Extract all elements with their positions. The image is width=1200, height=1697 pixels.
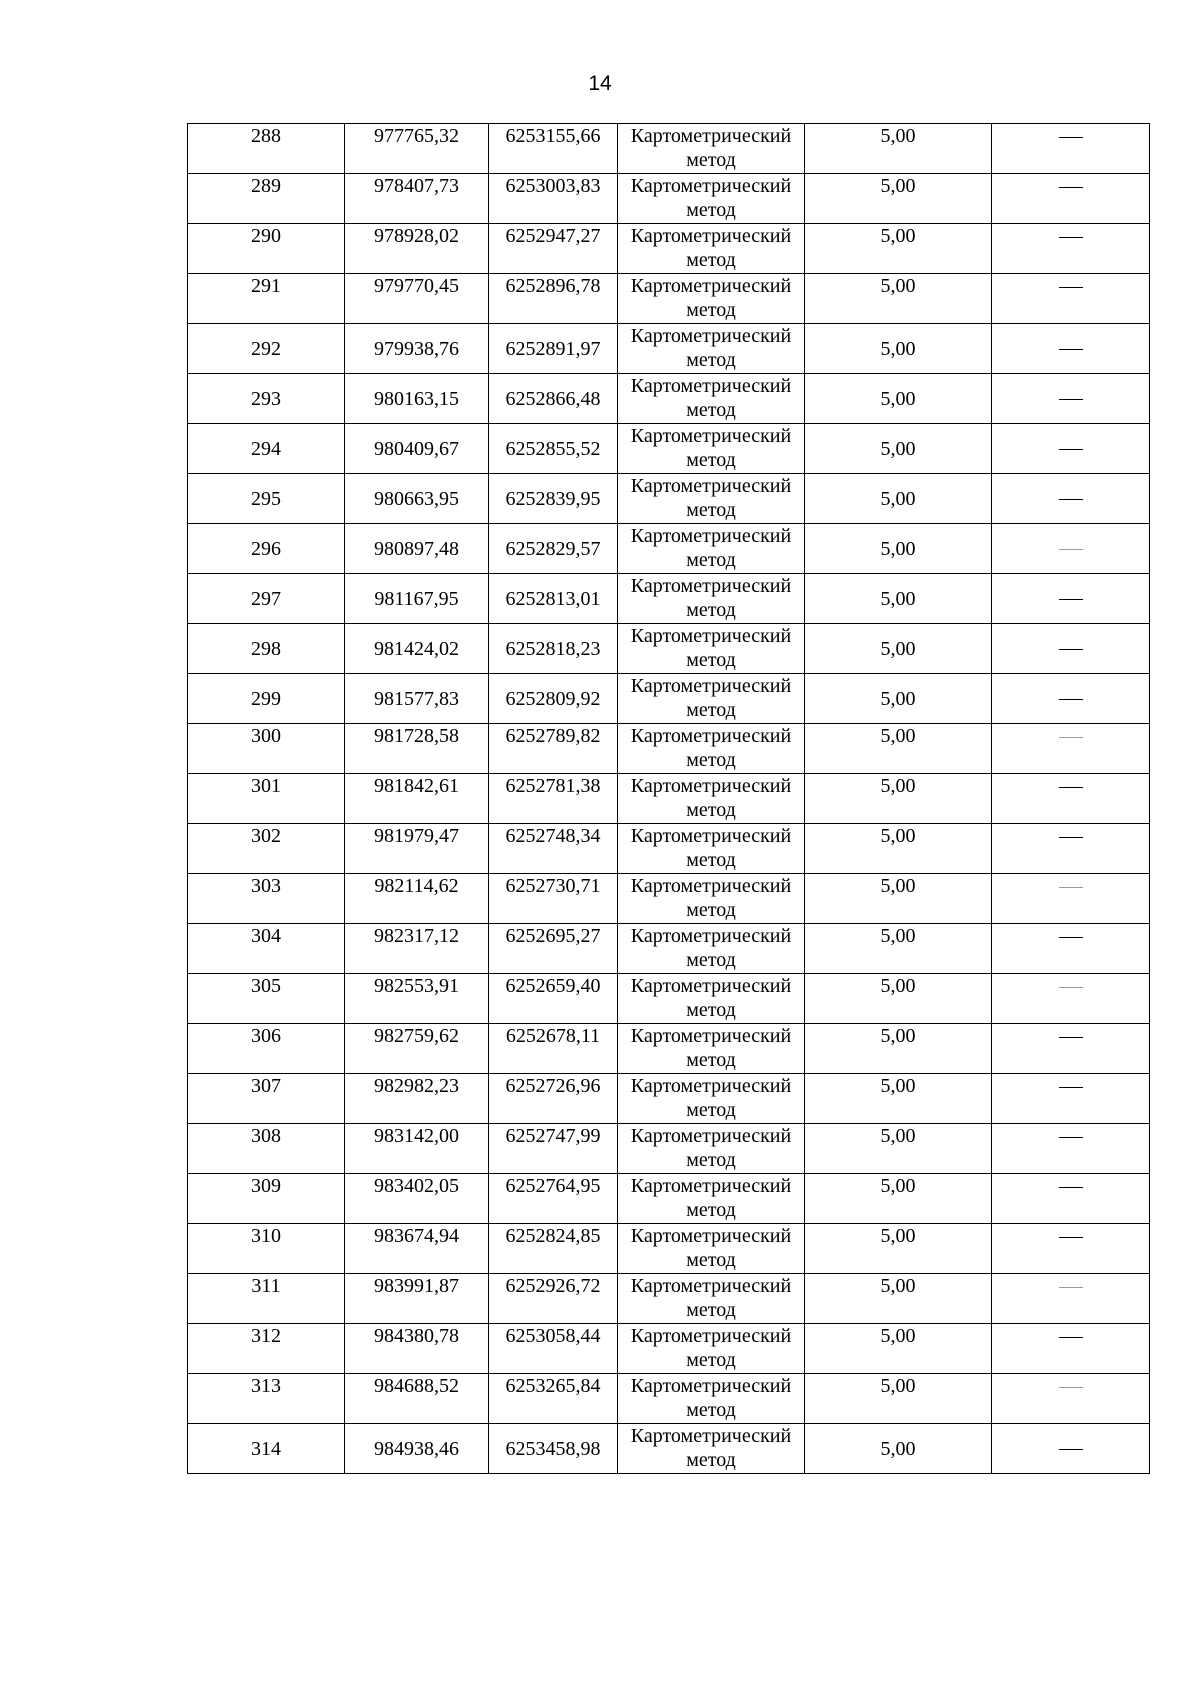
x-coordinate-cell: 980409,67 [345,424,489,474]
table-row [188,1174,1150,1224]
em-dash [1059,1387,1083,1388]
em-dash [1059,1449,1083,1450]
note-cell [992,274,1150,324]
error-cell: 5,00 [805,424,992,474]
x-coordinate-cell: 981424,02 [345,624,489,674]
note-cell [992,774,1150,824]
x-coordinate-cell: 979770,45 [345,274,489,324]
coordinates-table [187,123,1150,1474]
y-coordinate-cell: 6253058,44 [489,1324,618,1374]
note-cell [992,824,1150,874]
x-coordinate-cell: 981979,47 [345,824,489,874]
y-coordinate-cell: 6252789,82 [489,724,618,774]
table-row [188,1274,1150,1324]
point-number-cell: 309 [188,1174,345,1224]
error-cell: 5,00 [805,1274,992,1324]
method-cell: Картометрический метод [618,674,805,724]
y-coordinate-cell: 6252839,95 [489,474,618,524]
error-cell: 5,00 [805,1374,992,1424]
x-coordinate-cell: 982114,62 [345,874,489,924]
note-cell [992,674,1150,724]
x-coordinate-cell: 984380,78 [345,1324,489,1374]
method-cell: Картометрический метод [618,574,805,624]
table-row [188,1074,1150,1124]
point-number-cell: 313 [188,1374,345,1424]
y-coordinate-cell: 6252855,52 [489,424,618,474]
note-cell [992,624,1150,674]
note-cell [992,1374,1150,1424]
point-number-cell: 291 [188,274,345,324]
note-cell [992,174,1150,224]
x-coordinate-cell: 983142,00 [345,1124,489,1174]
error-cell: 5,00 [805,674,992,724]
x-coordinate-cell: 979938,76 [345,324,489,374]
point-number-cell: 308 [188,1124,345,1174]
x-coordinate-cell: 984688,52 [345,1374,489,1424]
x-coordinate-cell: 981728,58 [345,724,489,774]
point-number-cell: 300 [188,724,345,774]
method-cell: Картометрический метод [618,1274,805,1324]
note-cell [992,1124,1150,1174]
table-row [188,1374,1150,1424]
error-cell: 5,00 [805,724,992,774]
point-number-cell: 299 [188,674,345,724]
note-cell [992,1224,1150,1274]
y-coordinate-cell: 6252829,57 [489,524,618,574]
table-row [188,874,1150,924]
x-coordinate-cell: 977765,32 [345,124,489,174]
x-coordinate-cell: 980163,15 [345,374,489,424]
point-number-cell: 304 [188,924,345,974]
em-dash [1059,1137,1083,1138]
error-cell: 5,00 [805,524,992,574]
method-cell: Картометрический метод [618,774,805,824]
note-cell [992,574,1150,624]
em-dash [1059,737,1083,738]
y-coordinate-cell: 6253003,83 [489,174,618,224]
y-coordinate-cell: 6252748,34 [489,824,618,874]
x-coordinate-cell: 982553,91 [345,974,489,1024]
em-dash [1059,1337,1083,1338]
x-coordinate-cell: 983674,94 [345,1224,489,1274]
point-number-cell: 296 [188,524,345,574]
point-number-cell: 297 [188,574,345,624]
em-dash [1059,549,1083,550]
point-number-cell: 312 [188,1324,345,1374]
em-dash [1059,987,1083,988]
note-cell [992,1424,1150,1474]
method-cell: Картометрический метод [618,124,805,174]
point-number-cell: 298 [188,624,345,674]
y-coordinate-cell: 6252747,99 [489,1124,618,1174]
note-cell [992,474,1150,524]
em-dash [1059,1187,1083,1188]
y-coordinate-cell: 6252781,38 [489,774,618,824]
em-dash [1059,449,1083,450]
table-row [188,824,1150,874]
y-coordinate-cell: 6252891,97 [489,324,618,374]
y-coordinate-cell: 6252695,27 [489,924,618,974]
table-row [188,524,1150,574]
method-cell: Картометрический метод [618,1074,805,1124]
table-row [188,1224,1150,1274]
error-cell: 5,00 [805,1224,992,1274]
table-row [188,424,1150,474]
method-cell: Картометрический метод [618,224,805,274]
table-row [188,174,1150,224]
table-row [188,974,1150,1024]
table-row [188,924,1150,974]
y-coordinate-cell: 6252818,23 [489,624,618,674]
note-cell [992,974,1150,1024]
em-dash [1059,837,1083,838]
note-cell [992,224,1150,274]
y-coordinate-cell: 6252730,71 [489,874,618,924]
error-cell: 5,00 [805,124,992,174]
point-number-cell: 314 [188,1424,345,1474]
point-number-cell: 289 [188,174,345,224]
y-coordinate-cell: 6253265,84 [489,1374,618,1424]
em-dash [1059,499,1083,500]
method-cell: Картометрический метод [618,924,805,974]
method-cell: Картометрический метод [618,1124,805,1174]
page-number: 14 [588,72,612,95]
em-dash [1059,137,1083,138]
method-cell: Картометрический метод [618,374,805,424]
x-coordinate-cell: 981577,83 [345,674,489,724]
x-coordinate-cell: 982317,12 [345,924,489,974]
table-row [188,624,1150,674]
x-coordinate-cell: 978928,02 [345,224,489,274]
note-cell [992,1324,1150,1374]
error-cell: 5,00 [805,274,992,324]
y-coordinate-cell: 6252809,92 [489,674,618,724]
method-cell: Картометрический метод [618,1374,805,1424]
point-number-cell: 311 [188,1274,345,1324]
error-cell: 5,00 [805,324,992,374]
error-cell: 5,00 [805,1174,992,1224]
note-cell [992,374,1150,424]
y-coordinate-cell: 6252726,96 [489,1074,618,1124]
em-dash [1059,787,1083,788]
error-cell: 5,00 [805,924,992,974]
error-cell: 5,00 [805,574,992,624]
table-row [188,224,1150,274]
y-coordinate-cell: 6253155,66 [489,124,618,174]
note-cell [992,1074,1150,1124]
y-coordinate-cell: 6252813,01 [489,574,618,624]
note-cell [992,124,1150,174]
method-cell: Картометрический метод [618,1224,805,1274]
point-number-cell: 292 [188,324,345,374]
point-number-cell: 295 [188,474,345,524]
table-row [188,724,1150,774]
x-coordinate-cell: 983991,87 [345,1274,489,1324]
note-cell [992,524,1150,574]
note-cell [992,1274,1150,1324]
x-coordinate-cell: 983402,05 [345,1174,489,1224]
table-row [188,774,1150,824]
table-row [188,574,1150,624]
error-cell: 5,00 [805,224,992,274]
method-cell: Картометрический метод [618,824,805,874]
method-cell: Картометрический метод [618,1424,805,1474]
point-number-cell: 306 [188,1024,345,1074]
error-cell: 5,00 [805,1024,992,1074]
table-row [188,374,1150,424]
note-cell [992,874,1150,924]
em-dash [1059,599,1083,600]
y-coordinate-cell: 6252896,78 [489,274,618,324]
table-row [188,1124,1150,1174]
error-cell: 5,00 [805,1424,992,1474]
method-cell: Картометрический метод [618,724,805,774]
em-dash [1059,1087,1083,1088]
error-cell: 5,00 [805,624,992,674]
point-number-cell: 301 [188,774,345,824]
y-coordinate-cell: 6253458,98 [489,1424,618,1474]
table-row [188,274,1150,324]
x-coordinate-cell: 982982,23 [345,1074,489,1124]
y-coordinate-cell: 6252659,40 [489,974,618,1024]
y-coordinate-cell: 6252866,48 [489,374,618,424]
table-body [188,124,1150,1474]
point-number-cell: 303 [188,874,345,924]
table-row [188,674,1150,724]
x-coordinate-cell: 980897,48 [345,524,489,574]
point-number-cell: 290 [188,224,345,274]
x-coordinate-cell: 984938,46 [345,1424,489,1474]
point-number-cell: 302 [188,824,345,874]
method-cell: Картометрический метод [618,624,805,674]
method-cell: Картометрический метод [618,974,805,1024]
point-number-cell: 307 [188,1074,345,1124]
note-cell [992,1174,1150,1224]
y-coordinate-cell: 6252764,95 [489,1174,618,1224]
point-number-cell: 288 [188,124,345,174]
x-coordinate-cell: 982759,62 [345,1024,489,1074]
table-row [188,474,1150,524]
table-row [188,1424,1150,1474]
y-coordinate-cell: 6252926,72 [489,1274,618,1324]
em-dash [1059,887,1083,888]
error-cell: 5,00 [805,174,992,224]
note-cell [992,1024,1150,1074]
y-coordinate-cell: 6252678,11 [489,1024,618,1074]
em-dash [1059,649,1083,650]
note-cell [992,724,1150,774]
method-cell: Картометрический метод [618,274,805,324]
em-dash [1059,237,1083,238]
em-dash [1059,1037,1083,1038]
method-cell: Картометрический метод [618,424,805,474]
em-dash [1059,287,1083,288]
x-coordinate-cell: 981167,95 [345,574,489,624]
x-coordinate-cell: 978407,73 [345,174,489,224]
error-cell: 5,00 [805,974,992,1024]
em-dash [1059,399,1083,400]
table-row [188,124,1150,174]
method-cell: Картометрический метод [618,874,805,924]
em-dash [1059,937,1083,938]
point-number-cell: 305 [188,974,345,1024]
method-cell: Картометрический метод [618,1174,805,1224]
error-cell: 5,00 [805,374,992,424]
y-coordinate-cell: 6252947,27 [489,224,618,274]
x-coordinate-cell: 981842,61 [345,774,489,824]
method-cell: Картометрический метод [618,1024,805,1074]
note-cell [992,424,1150,474]
em-dash [1059,1237,1083,1238]
method-cell: Картометрический метод [618,174,805,224]
point-number-cell: 310 [188,1224,345,1274]
note-cell [992,924,1150,974]
em-dash [1059,1287,1083,1288]
error-cell: 5,00 [805,1124,992,1174]
em-dash [1059,187,1083,188]
error-cell: 5,00 [805,874,992,924]
em-dash [1059,349,1083,350]
method-cell: Картометрический метод [618,1324,805,1374]
method-cell: Картометрический метод [618,324,805,374]
error-cell: 5,00 [805,474,992,524]
point-number-cell: 294 [188,424,345,474]
note-cell [992,324,1150,374]
error-cell: 5,00 [805,1074,992,1124]
method-cell: Картометрический метод [618,524,805,574]
table-row [188,1024,1150,1074]
em-dash [1059,699,1083,700]
table-row [188,324,1150,374]
x-coordinate-cell: 980663,95 [345,474,489,524]
method-cell: Картометрический метод [618,474,805,524]
point-number-cell: 293 [188,374,345,424]
error-cell: 5,00 [805,1324,992,1374]
error-cell: 5,00 [805,824,992,874]
error-cell: 5,00 [805,774,992,824]
y-coordinate-cell: 6252824,85 [489,1224,618,1274]
table-row [188,1324,1150,1374]
